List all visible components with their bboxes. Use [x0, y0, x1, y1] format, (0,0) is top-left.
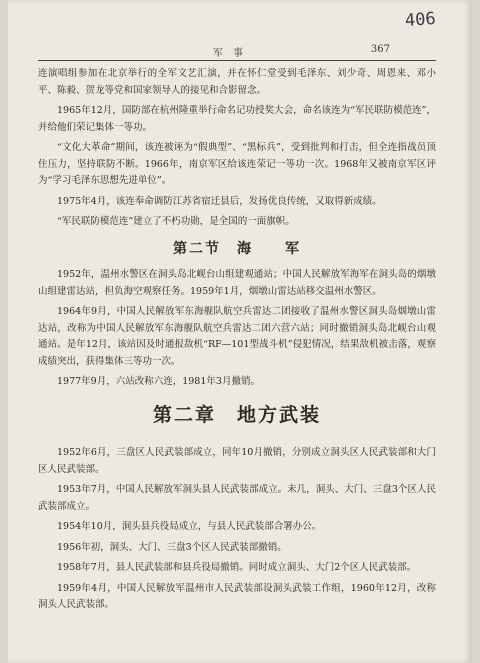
document-page	[8, 0, 472, 663]
paragraph: 1977年9月，六站改称六连，1981年3月撤销。	[57, 376, 260, 387]
handwritten-page-number: 406	[404, 8, 437, 32]
header-section-title: 军事	[213, 48, 253, 59]
header-rule	[38, 60, 436, 61]
running-header	[8, 44, 472, 58]
paragraph: “文化大革命”期间，该连被诬为“假典型”、“黑标兵”，受到批判和打击，但全连指战员顶住压力，坚持联防不断。1966年，南京军区给该连荣记一等功一次。1968年又被南京军区评为“学习毛泽东思想先进单位”。	[38, 142, 436, 186]
header-page-number: 367	[370, 44, 390, 55]
paragraph: 1964年9月，中国人民解放军东海舰队航空兵雷达二团接收了温州水警区洞头岛烟墩山雷达站，改称为中国人民解放军东海舰队航空兵雷达二团六营六站；同时撤销洞头岛北岘台山观通站。是年12月，该站因及时通报敌机“RF—101型战斗机”侵犯情况，结果敌机被击落，观察成绩突出，获得集体三等功一次。	[38, 306, 436, 367]
paragraph: 1953年7月，中国人民解放军洞头县人民武装部成立。未几，洞头、大门、三盘3个区人民武装部成立。	[38, 484, 436, 512]
paragraph: 1954年10月，洞头县兵役局成立，与县人民武装部合署办公。	[57, 521, 322, 532]
paragraph: 1952年，温州水警区在洞头岛北岘台山组建观通站；中国人民解放军海军在洞头岛的烟墩山组建雷达站，担负海空观察任务。1959年1月，烟墩山雷达站移交温州水警区。	[38, 269, 436, 297]
page-body	[38, 66, 436, 618]
chapter-heading-local-armed-forces: 第二章 地方武装	[152, 403, 321, 426]
paragraph: 1952年6月，三盘区人民武装部成立，同年10月撤销，分别成立洞头区人民武装部和大门区人民武装部。	[38, 447, 436, 475]
paragraph: 1959年4月，中国人民解放军温州市人民武装部设洞头武装工作组，1960年12月，改称洞头人民武装部。	[38, 582, 436, 610]
paragraph: 1975年4月，该连奉命调防江苏省宿迁县后，发扬优良传统，又取得新成绩。	[57, 195, 382, 207]
paragraph: 连演唱组参加在北京举行的全军文艺汇演，并在怀仁堂受到毛泽东、刘少奇、周恩来、邓小平、陈毅、贺龙等党和国家领导人的接见和合影留念。	[38, 68, 436, 96]
paragraph: 1958年7月，县人民武装部和县兵役局撤销。同时成立洞头、大门2个区人民武装部。	[57, 562, 417, 573]
section-heading-navy: 第二节 海 军	[173, 240, 301, 257]
paragraph: 1965年12月，国防部在杭州隆重举行命名记功授奖大会，命名该连为“军民联防模范连”，并给他们荣记集体一等功。	[38, 105, 436, 133]
paragraph: “军民联防模范连”建立了不朽功勋，是全国的一面旗帜。	[57, 216, 295, 227]
paragraph: 1956年初，洞头、大门、三盘3个区人民武装部撤销。	[57, 541, 287, 553]
